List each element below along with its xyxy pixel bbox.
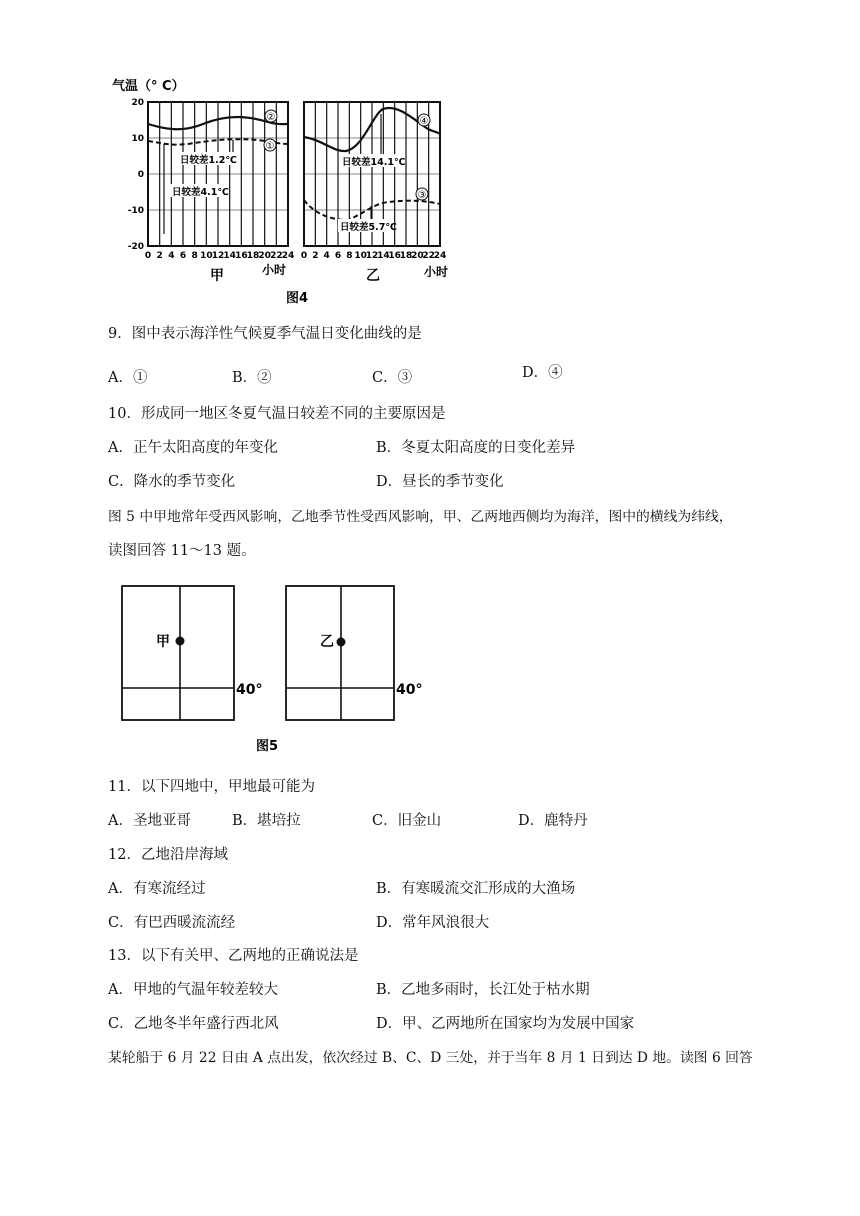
q11-option-c: C．旧金山 (372, 813, 442, 829)
q10-stem: 10．形成同一地区冬夏气温日较差不同的主要原因是 (108, 406, 446, 422)
label-curve-1: ① (265, 141, 275, 152)
fig4-left-unit: 小时 (262, 263, 287, 277)
fig4-caption: 图4 (286, 291, 309, 306)
q13-option-c: C．乙地冬半年盛行西北风 (108, 1016, 279, 1032)
x-tick-label: 0 (300, 251, 308, 261)
q13-option-b: B．乙地多雨时，长江处于枯水期 (376, 982, 590, 998)
fig5-point-yi: 乙 (320, 634, 334, 650)
y-tick-label: 20 (131, 98, 144, 108)
left-annot-1: 日较差1.2℃ (180, 155, 237, 166)
x-tick-label: 22 (270, 251, 283, 261)
x-tick-label: 12 (211, 251, 225, 261)
x-tick-label: 0 (144, 251, 152, 261)
q11-option-d: D．鹿特丹 (518, 813, 588, 829)
q9-option-b: B．② (232, 370, 272, 386)
intro5-line2: 读图回答 11～13 题。 (108, 543, 256, 559)
q9-stem: 9．图中表示海洋性气候夏季气温日变化曲线的是 (108, 326, 422, 342)
q12-option-c: C．有巴西暖流流经 (108, 915, 236, 931)
x-tick-label: 4 (168, 251, 175, 261)
right-annot-1: 日较差14.1℃ (342, 157, 406, 168)
x-tick-label: 18 (399, 251, 413, 261)
fig4-left-label: 甲 (210, 268, 224, 284)
q10-option-d: D．昼长的季节变化 (376, 474, 504, 490)
x-tick-label: 8 (191, 251, 198, 261)
y-tick-label: -20 (127, 242, 144, 252)
fig5-lat-left: 40° (236, 682, 263, 698)
label-curve-4: ④ (419, 116, 429, 127)
x-tick-label: 18 (246, 251, 260, 261)
x-tick-label: 24 (433, 251, 447, 261)
fig4-right-label: 乙 (366, 268, 380, 284)
fig4-right-unit: 小时 (424, 265, 449, 279)
q13-option-d: D．甲、乙两地所在国家均为发展中国家 (376, 1016, 635, 1032)
q12-option-a: A．有寒流经过 (108, 881, 206, 897)
left-annot-2: 日较差4.1℃ (172, 187, 229, 198)
q12-option-b: B．有寒暖流交汇形成的大渔场 (376, 881, 576, 897)
fig4-right-panel (304, 102, 440, 246)
fig4-ylabel: 气温（° C） (112, 79, 185, 94)
x-tick-label: 24 (281, 251, 295, 261)
y-tick-label: -10 (127, 206, 144, 216)
x-tick-label: 20 (258, 251, 271, 261)
x-tick-label: 10 (354, 251, 367, 261)
y-tick-label: 10 (131, 134, 144, 144)
fig5-point-jia: 甲 (156, 634, 170, 650)
q11-stem: 11．以下四地中，甲地最可能为 (108, 779, 315, 795)
x-tick-label: 10 (200, 251, 213, 261)
q10-option-b: B．冬夏太阳高度的日变化差异 (376, 440, 576, 456)
q10-option-c: C．降水的季节变化 (108, 474, 236, 490)
x-tick-label: 4 (323, 251, 330, 261)
q10-option-a: A．正午太阳高度的年变化 (108, 440, 278, 456)
x-tick-label: 14 (223, 251, 236, 261)
q11-option-a: A．圣地亚哥 (108, 813, 191, 829)
q9-option-a: A．① (108, 370, 148, 386)
q12-stem: 12．乙地沿岸海域 (108, 847, 228, 863)
x-tick-label: 16 (388, 251, 401, 261)
fig5-caption: 图5 (256, 739, 279, 754)
label-curve-3: ③ (417, 190, 427, 201)
right-annot-2: 日较差5.7℃ (340, 222, 397, 233)
intro6-line1: 某轮船于 6 月 22 日由 A 点出发，依次经过 B、C、D 三处，并于当年 8 月 1 日到达 D 地。读图 6 回答 (108, 1050, 753, 1066)
x-tick-label: 8 (346, 251, 353, 261)
intro5-line1: 图 5 中甲地常年受西风影响，乙地季节性受西风影响，甲、乙两地西侧均为海洋，图中的横线为纬线， (108, 509, 733, 525)
x-tick-label: 16 (235, 251, 248, 261)
x-tick-label: 6 (334, 251, 342, 261)
x-tick-label: 12 (365, 251, 379, 261)
figure-4 (108, 74, 468, 314)
figure-5 (118, 578, 438, 758)
q9-option-d: D．④ (522, 365, 563, 381)
x-tick-label: 22 (422, 251, 435, 261)
q13-stem: 13．以下有关甲、乙两地的正确说法是 (108, 948, 359, 964)
fig4-left-panel (148, 102, 288, 246)
q12-option-d: D．常年风浪很大 (376, 915, 490, 931)
x-tick-label: 14 (377, 251, 390, 261)
x-tick-label: 2 (312, 251, 319, 261)
label-curve-2: ② (266, 112, 276, 123)
y-tick-label: 0 (137, 170, 144, 180)
x-tick-label: 20 (411, 251, 424, 261)
q9-option-c: C．③ (372, 370, 413, 386)
q13-option-a: A．甲地的气温年较差较大 (108, 982, 278, 998)
fig5-lat-right: 40° (396, 682, 423, 698)
x-tick-label: 2 (156, 251, 163, 261)
q11-option-b: B．堪培拉 (232, 813, 301, 829)
x-tick-label: 6 (179, 251, 187, 261)
